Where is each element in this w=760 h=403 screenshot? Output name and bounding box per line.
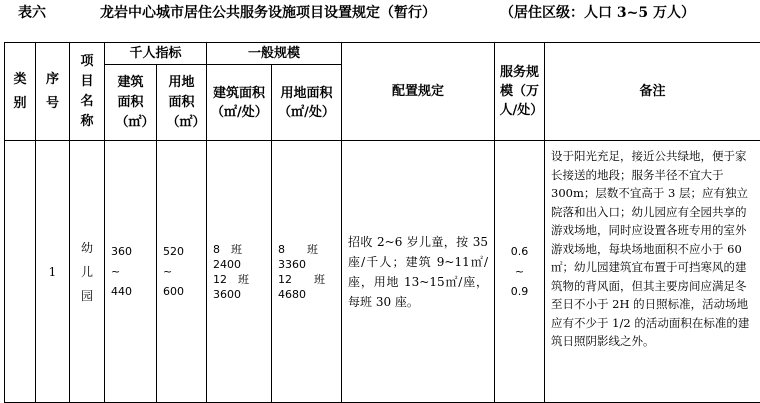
row-remarks: 设于阳光充足，接近公共绿地，便于家长接送的地段；服务半径不宜大于 300m；层数不宜高于 3 层；应有独立院落和出入口；幼儿园应有全园共享的游戏场地，同时应设置各班专用的室外游戏场地，每块场地面积不应小于 60 ㎡；幼儿园建筑宜布置于可挡寒风的建筑物的背风面，但其主要房间应满足冬至日不小于 2H 的日照标准，活动场地应有不少于 1/2 的活动面积在标准的建筑日照阴影线之外。: [545, 141, 760, 403]
header-remarks: 备注: [545, 43, 760, 141]
row-gen-land: 8 班 3360 12 班 4680: [272, 141, 342, 403]
table-title: [0, 0, 760, 26]
header-gen-land: 用地面积（㎡/处）: [272, 65, 342, 141]
header-gen-building: 建筑面积（㎡/处）: [207, 65, 272, 141]
table-main-title: 龙岩中心城市居住公共服务设施项目设置规定（暂行）: [100, 0, 436, 26]
row-config: 招收 2~6 岁儿童，按 35 座/千人；建筑 9~11㎡/座，用地 13~15㎡/座，每班 30 座。: [342, 141, 495, 403]
header-per-thousand: 千人指标: [105, 43, 207, 65]
header-pt-land: 用地面积（㎡）: [157, 65, 207, 141]
row-category: [5, 141, 36, 403]
header-pt-building: 建筑面积（㎡）: [105, 65, 157, 141]
header-seq: 序号: [36, 43, 70, 141]
row-item-name: 幼儿园: [70, 141, 105, 403]
table-number: 表六: [18, 0, 46, 26]
row-pt-land: 520 ~ 600: [157, 141, 207, 403]
header-category: 类别: [5, 43, 36, 141]
row-seq: 1: [36, 141, 70, 403]
header-service-scale: 服务规模（万人/处）: [495, 43, 545, 141]
header-config: 配置规定: [342, 43, 495, 141]
header-general-scale: 一般规模: [207, 43, 342, 65]
row-gen-building: 8 班 2400 12 班 3600: [207, 141, 272, 403]
facilities-table: [4, 42, 760, 403]
header-item-name: 项目名称: [70, 43, 105, 141]
table-scope: （居住区级：人口 3~5 万人）: [500, 0, 695, 26]
table-row: [5, 141, 760, 403]
row-service-scale: 0.6 ~ 0.9: [495, 141, 545, 403]
row-pt-building: 360 ~ 440: [105, 141, 157, 403]
